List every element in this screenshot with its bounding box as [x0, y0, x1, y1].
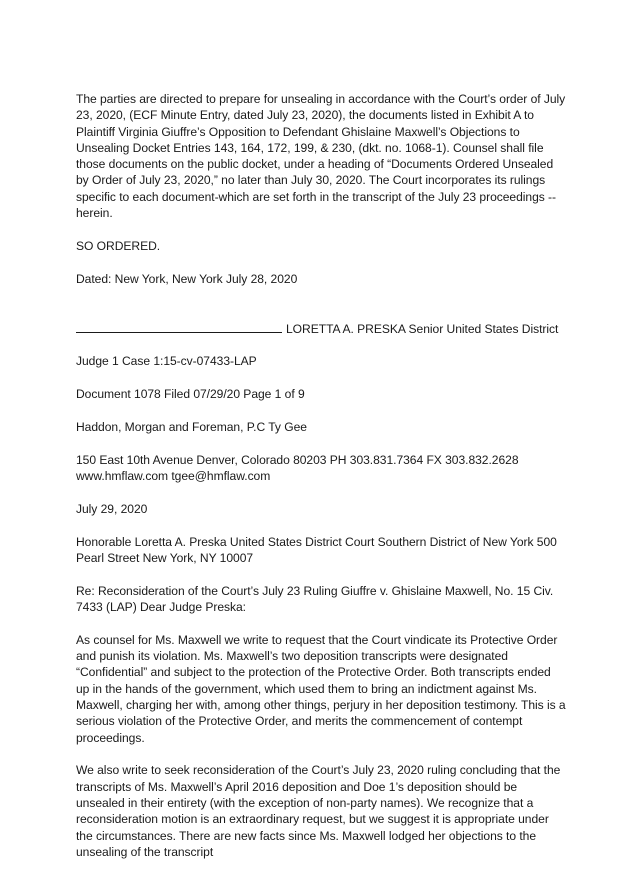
letter-paragraph-2: We also write to seek reconsideration of the Court’s July 23, 2020 ruling concluding that the transcripts of Ms. Maxwell’s April 2016 deposition and Doe 1’s deposition should be unsealed in their entirety (with the exception of non-party names). We recognize that a reconsideration motion is an extraordinary request, but we suggest it is appropriate under the circumstances. There are new facts since Ms. Maxwell lodged her objections to the unsealing of the transcript	[76, 763, 561, 859]
signature-text: LORETTA A. PRESKA Senior United States District	[286, 321, 559, 336]
signature-line	[76, 320, 282, 333]
signature-continued: Judge 1 Case 1:15-cv-07433-LAP	[76, 354, 257, 369]
re-line: Re: Reconsideration of the Court’s July 23 Ruling Giuffre v. Ghislaine Maxwell, No. 15 Civ. 7433 (LAP) Dear Judge Preska:	[76, 583, 554, 615]
document-page	[76, 91, 566, 877]
filing-header: Document 1078 Filed 07/29/20 Page 1 of 9	[76, 387, 305, 402]
letter-paragraph-1: As counsel for Ms. Maxwell we write to request that the Court vindicate its Protective Order and punish its violation. Ms. Maxwell’s two deposition transcripts were designated “Confidential” and subject to the protection of the Protective Order. Both transcripts ended up in the hands of the government, which used them to bring an indictment against Ms. Maxwell, charging her with, among other things, perjury in her deposition testimony. This is a serious violation of the Protective Order, and merits the commencement of contempt proceedings.	[76, 632, 566, 745]
firm-address: 150 East 10th Avenue Denver, Colorado 80203 PH 303.831.7364 FX 303.832.2628 www.hmflaw.com tgee@hmflaw.com	[76, 452, 519, 484]
order-body: The parties are directed to prepare for unsealing in accordance with the Court’s order of July 23, 2020, (ECF Minute Entry, dated July 23, 2020), the documents listed in Exhibit A to Plaintiff Virginia Giuffre’s Opposition to Defendant Ghislaine Maxwell’s Objections to Unsealing Docket Entries 143, 164, 172, 199, & 230, (dkt. no. 1068-1). Counsel shall file those documents on the public docket, under a heading of “Documents Ordered Unsealed by Order of July 23, 2020,” no later than July 30, 2020. The Court incorporates its rulings specific to each document-which are set forth in the transcript of the July 23 proceedings --herein.	[76, 92, 566, 221]
firm-name: Haddon, Morgan and Foreman, P.C Ty Gee	[76, 419, 307, 434]
letter-date: July 29, 2020	[76, 501, 148, 516]
so-ordered: SO ORDERED.	[76, 238, 161, 253]
dated-line: Dated: New York, New York July 28, 2020	[76, 271, 298, 286]
recipient-address: Honorable Loretta A. Preska United States District Court Southern District of New York 500 Pearl Street New York, NY 10007	[76, 534, 557, 565]
signature-block	[76, 303, 566, 369]
